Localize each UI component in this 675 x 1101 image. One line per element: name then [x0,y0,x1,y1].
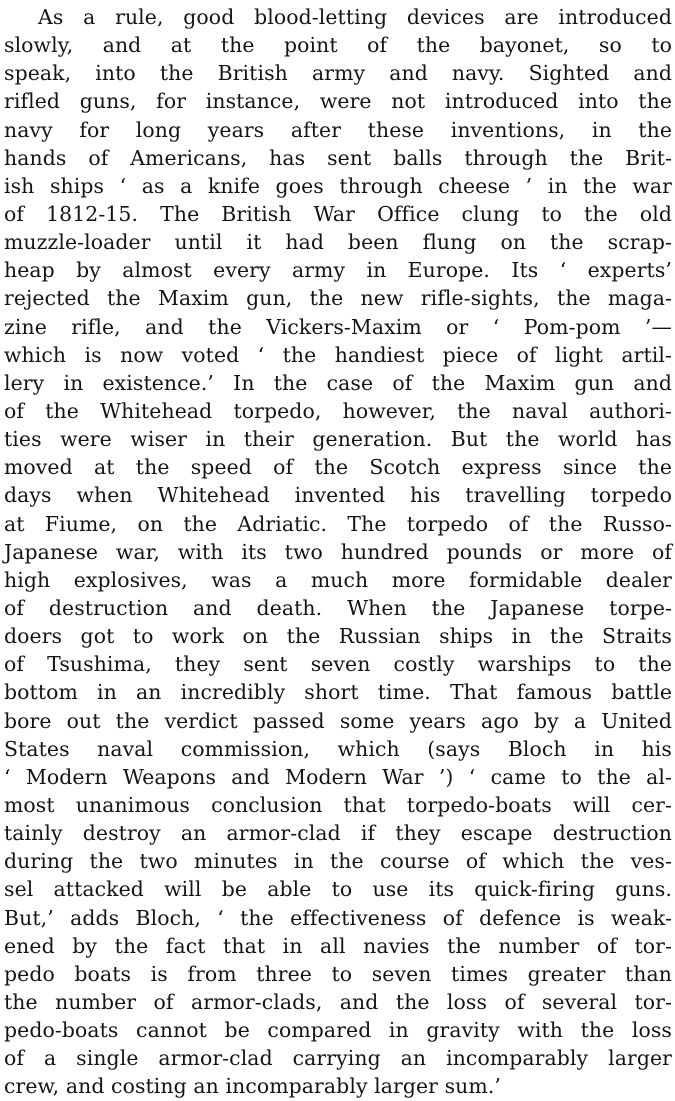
text-line: ened by the fact that in all navies the number of tor- [4,933,672,958]
text-line: of 1812-15. The British War Office clung to the old [4,201,672,226]
text-line: doers got to work on the Russian ships in the Straits [4,624,672,649]
text-line: Japanese war, with its two hundred pounds or more of [4,539,672,564]
text-line: tainly destroy an armor-clad if they escape destruction [4,821,672,846]
text-line: which is now voted ‘ the handiest piece of light artil- [4,342,672,367]
text-line: crew, and costing an incomparably larger sum.’ [4,1074,502,1099]
text-line: sel attacked will be able to use its quick-firing guns. [4,877,672,902]
text-line: bore out the verdict passed some years ago by a United [4,708,672,733]
text-line: ‘ Modern Weapons and Modern War ’) ‘ came to the al- [4,764,672,789]
document-page [4,3,672,1100]
text-line: ish ships ‘ as a knife goes through cheese ’ in the war [4,173,672,198]
text-line: States naval commission, which (says Bloch in his [4,736,672,761]
text-line: pedo boats is from three to seven times greater than [4,961,672,986]
text-line: hands of Americans, has sent balls through the Brit- [4,145,672,170]
text-line: of a single armor-clad carrying an incomparably larger [4,1046,672,1071]
text-line: lery in existence.’ In the case of the Maxim gun and [4,370,672,395]
text-line: pedo-boats cannot be compared in gravity with the loss [4,1018,672,1043]
text-line: days when Whitehead invented his travelling torpedo [4,483,672,508]
text-line: speak, into the British army and navy. Sighted and [4,61,672,86]
text-line: during the two minutes in the course of which the ves- [4,849,672,874]
text-line: As a rule, good blood-letting devices are introduced [38,5,672,29]
text-line: high explosives, was a much more formidable dealer [4,567,672,592]
text-line: slowly, and at the point of the bayonet, so to [4,33,672,58]
text-line: rifled guns, for instance, were not introduced into the [4,89,672,114]
text-line: rejected the Maxim gun, the new rifle-sights, the maga- [4,286,672,311]
text-line: the number of armor-clads, and the loss of several tor- [4,989,672,1014]
body-paragraph [4,3,672,1100]
text-line: heap by almost every army in Europe. Its ‘ experts’ [4,258,672,283]
text-line: navy for long years after these inventions, in the [4,117,672,142]
text-line: moved at the speed of the Scotch express since the [4,455,672,480]
text-line: at Fiume, on the Adriatic. The torpedo of the Russo- [4,511,672,536]
text-line: muzzle-loader until it had been flung on the scrap- [4,230,672,255]
text-line: bottom in an incredibly short time. That famous battle [4,680,672,705]
text-line: But,’ adds Bloch, ‘ the effectiveness of defence is weak- [4,905,672,930]
text-line: of the Whitehead torpedo, however, the naval authori- [4,398,672,423]
text-line: ties were wiser in their generation. But the world has [4,427,672,452]
text-line: of Tsushima, they sent seven costly warships to the [4,652,672,677]
text-line: zine rifle, and the Vickers-Maxim or ‘ Pom-pom ’— [4,314,672,339]
text-line: most unanimous conclusion that torpedo-boats will cer- [4,792,672,817]
text-line: of destruction and death. When the Japanese torpe- [4,595,672,620]
